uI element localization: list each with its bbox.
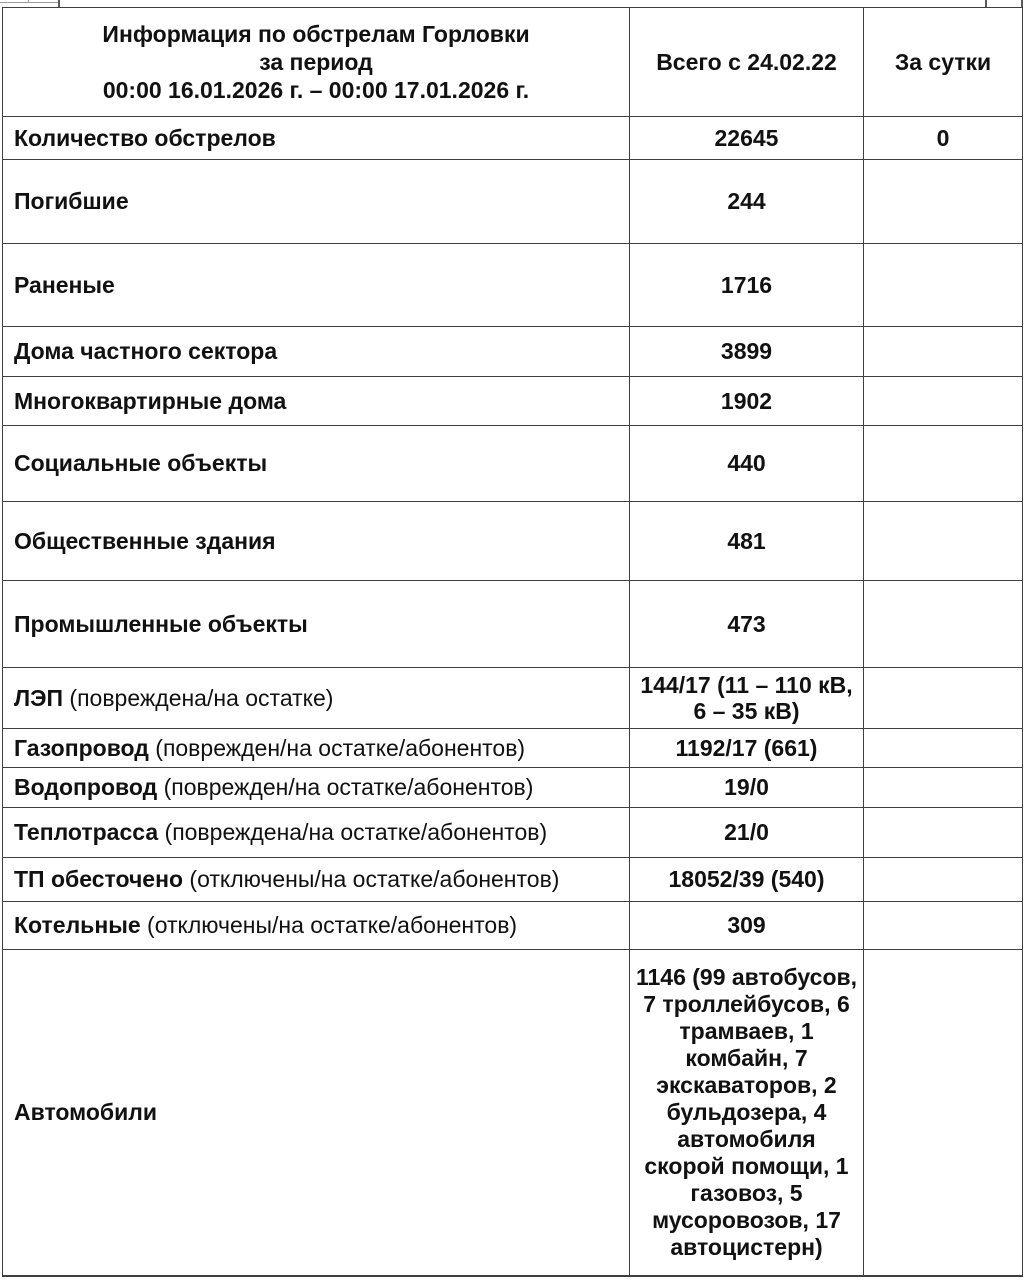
table-row	[3, 502, 1022, 581]
row-label-cell: Многоквартирные дома	[3, 377, 630, 425]
row-label-cell: Погибшие	[3, 160, 630, 243]
table-row	[3, 729, 1022, 768]
total-value-cell: 309	[630, 902, 864, 949]
row-label-cell: ЛЭП (повреждена/на остатке)	[3, 668, 630, 728]
total-value-cell: 481	[630, 502, 864, 580]
daily-value-cell: 0	[936, 124, 950, 151]
table-header-row	[3, 8, 1022, 117]
total-value-cell: 1146 (99 автобусов, 7 троллейбусов, 6 трамваев, 1 комбайн, 7 экскаваторов, 2 бульдозера, 4 автомобиля скорой помощи, 1 газовоз, 5 мусоровозов, 17 автоцистерн)	[630, 950, 864, 1275]
row-label-cell: Промышленные объекты	[3, 581, 630, 667]
row-label-cell: Водопровод (поврежден/на остатке/абонентов)	[3, 768, 630, 807]
top-crop-tick-left	[28, 0, 29, 3]
shelling-info-table	[2, 7, 1023, 1277]
table-row	[3, 858, 1022, 902]
daily-value-cell	[864, 377, 1022, 425]
top-crop-divider-right	[985, 0, 987, 7]
header-total-column-label: Всего с 24.02.22	[630, 8, 864, 116]
daily-value-cell	[864, 950, 1022, 1275]
daily-value-cell	[864, 808, 1022, 857]
table-row	[3, 768, 1022, 808]
header-daily-column-label: За сутки	[894, 48, 992, 75]
total-value-cell: 244	[630, 160, 864, 243]
table-row	[3, 327, 1022, 377]
daily-value-cell	[864, 902, 1022, 949]
row-label-cell: Газопровод (поврежден/на остатке/абонентов)	[3, 729, 630, 767]
total-value-cell: 440	[630, 426, 864, 501]
daily-value-cell	[864, 502, 1022, 580]
row-label-cell: Количество обстрелов	[3, 117, 630, 159]
daily-value-cell	[864, 244, 1022, 326]
daily-value-cell	[864, 729, 1022, 767]
daily-value-cell	[864, 668, 1022, 728]
top-crop-line	[0, 2, 59, 3]
daily-value-cell	[864, 858, 1022, 901]
row-label-cell: Котельные (отключены/на остатке/абонентов)	[3, 902, 630, 949]
daily-value-cell	[864, 581, 1022, 667]
total-value-cell: 144/17 (11 – 110 кВ, 6 – 35 кВ)	[630, 668, 864, 728]
total-value-cell: 18052/39 (540)	[630, 858, 864, 901]
row-label-cell: Общественные здания	[3, 502, 630, 580]
row-label-cell: Теплотрасса (повреждена/на остатке/абонентов)	[3, 808, 630, 857]
header-title-cell	[3, 8, 630, 116]
daily-value-cell	[864, 160, 1022, 243]
table-row	[3, 117, 1022, 160]
table-row	[3, 668, 1022, 729]
row-label-cell: Раненые	[3, 244, 630, 326]
total-value-cell: 473	[630, 581, 864, 667]
total-value-cell: 22645	[630, 117, 864, 159]
row-label-cell: Социальные объекты	[3, 426, 630, 501]
total-value-cell: 19/0	[630, 768, 864, 807]
table-row	[3, 377, 1022, 426]
table-row	[3, 808, 1022, 858]
total-value-cell: 1902	[630, 377, 864, 425]
table-title: Информация по обстрелам Горловки за период 00:00 16.01.2026 г. – 00:00 17.01.2026 г.	[102, 21, 530, 103]
table-row	[3, 160, 1022, 244]
total-value-cell: 3899	[630, 327, 864, 376]
row-label-cell: ТП обесточено (отключены/на остатке/абонентов)	[3, 858, 630, 901]
table-row	[3, 902, 1022, 950]
table-row	[3, 244, 1022, 327]
daily-value-cell	[864, 327, 1022, 376]
total-value-cell: 21/0	[630, 808, 864, 857]
table-row	[3, 581, 1022, 668]
row-label-cell: Автомобили	[3, 950, 630, 1275]
row-label-cell: Дома частного сектора	[3, 327, 630, 376]
table-row	[3, 950, 1022, 1275]
daily-value-cell	[864, 768, 1022, 807]
table-row	[3, 426, 1022, 502]
total-value-cell: 1716	[630, 244, 864, 326]
daily-value-cell	[864, 426, 1022, 501]
total-value-cell: 1192/17 (661)	[630, 729, 864, 767]
